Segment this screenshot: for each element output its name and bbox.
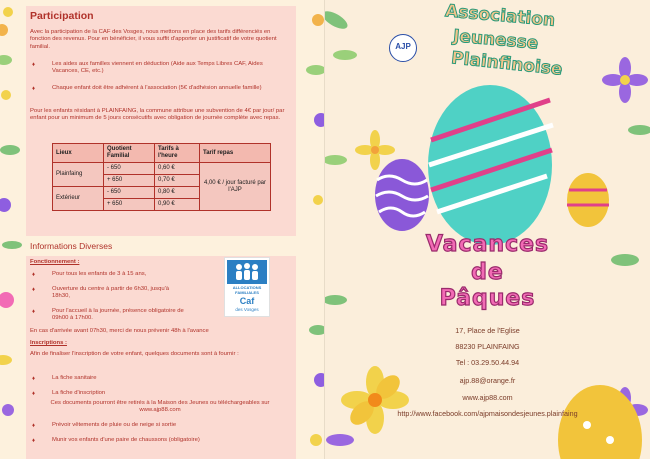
arrivee-text: En cas d'arrivée avant 07h30, merci de nous prévenir 48h à l'avance xyxy=(30,328,209,334)
purple-egg-icon xyxy=(375,159,429,231)
tarif-cell: 0,80 € xyxy=(155,187,200,199)
contact-phone: Tel : 03.29.50.44.94 xyxy=(455,358,520,367)
caf-line2: FAMILIALES xyxy=(235,290,259,295)
inscriptions-label: Inscriptions : xyxy=(30,340,67,346)
fonctionnement-label: Fonctionnement : xyxy=(30,259,80,265)
bullet-icon: ♦ xyxy=(32,287,36,293)
doc-2: La fiche d'inscription xyxy=(52,390,106,396)
bullet-icon: ♦ xyxy=(32,376,36,382)
docs-note: Ces documents pourront être retirés à la Maison des Jeunes ou téléchargeables sur www.ajp88.com xyxy=(50,400,270,414)
participation-bullet-1: Les aides aux familles viennent en déduction (Aide aux Temps Libres CAF, Aides Vacances, CE, etc.) xyxy=(52,61,263,75)
contact-address: 17, Place de l'Eglise xyxy=(455,326,520,335)
lieu-cell: Plainfaing xyxy=(53,163,104,187)
rates-table xyxy=(52,143,271,211)
tarif-cell: 0,70 € xyxy=(155,175,200,187)
bullet-icon: ♦ xyxy=(32,272,36,278)
qf-cell: - 650 xyxy=(104,187,155,199)
qf-cell: + 650 xyxy=(104,199,155,211)
lieu-cell: Extérieur xyxy=(53,187,104,211)
yellow-egg-icon xyxy=(567,173,609,227)
right-flower-decor xyxy=(296,0,325,459)
extra-2: Munir vos enfants d'une paire de chaussons (obligatoire) xyxy=(52,437,200,443)
participation-intro: Avec la participation de la CAF des Vosges, nous mettons en place des tarifs différenciés en fonction des revenus. Pour en bénéficier, il vous suffit d'apporter un justificatif de votre quotient familial. xyxy=(30,29,277,50)
caf-line1: ALLOCATIONS xyxy=(232,285,262,290)
header-tarifs: Tarifs à l'heure xyxy=(155,144,200,163)
qf-cell: - 650 xyxy=(104,163,155,175)
infos-title: Informations Diverses xyxy=(30,241,113,251)
flower-icon xyxy=(0,7,22,416)
flower-icon xyxy=(306,14,325,446)
extra-1: Prévoir vêtements de pluie ou de neige si sortie xyxy=(52,422,177,428)
participation-bullet-2: Chaque enfant doit être adhérent à l'association (5€ d'adhésion annuelle famille) xyxy=(52,85,262,91)
contact-city: 88230 PLAINFAING xyxy=(455,342,520,351)
assoc-word-2: Jeunesse xyxy=(452,26,540,54)
bullet-icon: ♦ xyxy=(32,309,36,315)
fonctionnement-3: Pour l'accueil à la journée, présence obligatoire de 09h00 à 17h00. xyxy=(52,308,184,322)
caf-logo-icon xyxy=(227,260,267,284)
assoc-word-1: Association xyxy=(444,1,556,31)
qf-cell: + 650 xyxy=(104,175,155,187)
commune-text: Pour les enfants résidant à PLAINFAING, la commune attribue une subvention de 4€ par jour/ par enfant pour un minimum de 5 jours consécutifs avec obligation de journée complète avec repas. xyxy=(30,108,285,122)
caf-logo xyxy=(224,257,270,317)
header-quotient: Quotient Familial xyxy=(104,144,155,163)
repas-cell: 4,00 € / jour facturé par l'AJP xyxy=(200,163,271,211)
ajp-logo-text: AJP xyxy=(395,42,411,51)
doc-1: La fiche sanitaire xyxy=(52,375,97,381)
caf-brand: Caf xyxy=(239,296,255,306)
contact-email[interactable]: ajp.88@orange.fr xyxy=(459,376,516,385)
participation-title: Participation xyxy=(30,10,94,22)
title-word-2: de xyxy=(471,260,504,285)
title-word-3: Pâques xyxy=(439,286,536,311)
bullet-icon: ♦ xyxy=(32,438,36,444)
fonctionnement-2: Ouverture du centre à partir de 6h30, jusqu'à 18h30, xyxy=(52,286,170,300)
tarif-cell: 0,60 € xyxy=(155,163,200,175)
fonctionnement-1: Pour tous les enfants de 3 à 15 ans, xyxy=(52,271,147,277)
contact-website[interactable]: www.ajp88.com xyxy=(462,393,513,402)
ajp-logo xyxy=(389,34,417,62)
contact-facebook[interactable]: http://www.facebook.com/ajpmaisondesjeunes.plainfaing xyxy=(397,409,578,418)
bullet-icon: ♦ xyxy=(32,62,36,68)
title-word-1: Vacances xyxy=(425,232,550,257)
header-lieux: Lieux xyxy=(53,144,104,163)
bullet-icon: ♦ xyxy=(32,423,36,429)
inscriptions-intro: Afin de finaliser l'inscription de votre enfant, quelques documents sont à fournir : xyxy=(30,351,239,357)
caf-region: des Vosges xyxy=(235,307,259,312)
header-repas: Tarif repas xyxy=(200,144,271,163)
teal-egg-icon xyxy=(428,85,553,245)
bullet-icon: ♦ xyxy=(32,86,36,92)
table-row xyxy=(53,163,271,175)
assoc-word-3: Plainfinoise xyxy=(450,48,564,80)
cover-page xyxy=(325,0,650,459)
bullet-icon: ♦ xyxy=(32,391,36,397)
tarif-cell: 0,90 € xyxy=(155,199,200,211)
